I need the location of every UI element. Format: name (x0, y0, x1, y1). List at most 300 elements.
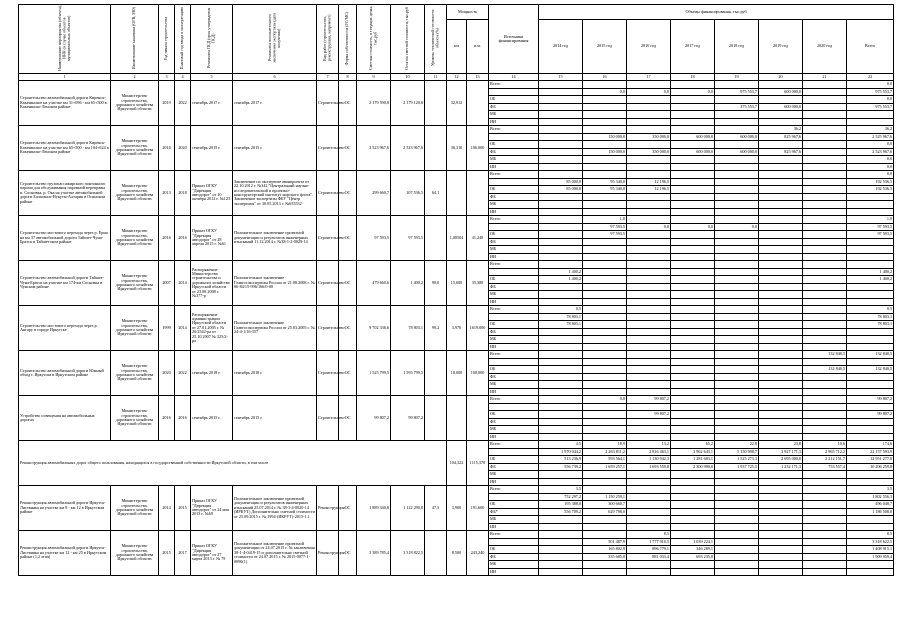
column-number-cell: 21 (803, 74, 847, 81)
funding-source-cell: ИИ (489, 118, 539, 126)
funding-value-cell: 99 807,2 (627, 396, 671, 404)
funding-value-cell: 22,8 (715, 441, 759, 449)
column-number-cell: 14 (489, 74, 539, 81)
funding-value-cell (583, 418, 627, 426)
funding-value-cell: 99 807,2 (847, 396, 894, 404)
object-expertise-cell: Положительное заключение Главгосэкспертизы России от 25.03.2005 г. № 24-4-1/16-357 (233, 306, 317, 351)
funding-value-cell (715, 508, 759, 516)
header-2017: 2017 год (671, 20, 715, 74)
funding-value-cell: 85 000,0 (539, 186, 583, 194)
funding-value-cell (583, 523, 627, 531)
funding-value-cell (847, 201, 894, 209)
funding-value-cell (671, 186, 715, 194)
funding-value-cell (715, 381, 759, 389)
funding-value-cell (847, 471, 894, 479)
funding-value-cell (539, 336, 583, 344)
funding-value-cell (671, 433, 715, 441)
funding-value-cell (847, 111, 894, 119)
object-km-cell: 15,600 (447, 261, 467, 306)
funding-value-cell (715, 216, 759, 224)
funding-value-cell (671, 486, 715, 494)
object-customer-cell: Министерство строительства, дорожного хозяйства Иркутской области (111, 531, 159, 576)
funding-value-cell (803, 223, 847, 231)
funding-value-cell (583, 208, 627, 216)
object-psd-cell: Распоряжение администрации Иркутской области от 27.01.2005 г. № 20/2542-ра от 25.10.2007 № 325/2-ра (191, 306, 233, 351)
funding-value-cell (759, 313, 803, 321)
funding-value-cell (583, 478, 627, 486)
funding-value-cell: 99 807,2 (847, 411, 894, 419)
funding-value-cell (627, 238, 671, 246)
funding-source-cell: Всего (489, 441, 539, 449)
column-number-cell: 7 (317, 74, 339, 81)
funding-value-cell (583, 426, 627, 434)
funding-value-cell (671, 418, 715, 426)
funding-source-cell: МБ (489, 156, 539, 164)
object-cost-cell: 479 660,6 (357, 261, 391, 306)
funding-source-cell: МБ (489, 516, 539, 524)
funding-value-cell: 0,0 (847, 81, 894, 89)
object-customer-cell: Министерство строительства, дорожного хозяйства Иркутской области (111, 351, 159, 396)
funding-value-cell (847, 388, 894, 396)
object-remaining-cell: 1 400,2 (391, 261, 425, 306)
object-readiness-cell: 64,1 (425, 171, 447, 216)
funding-value-cell (539, 433, 583, 441)
funding-value-cell (671, 321, 715, 329)
funding-value-cell (583, 261, 627, 269)
funding-source-cell: ФБ (489, 283, 539, 291)
object-ownership-cell: ОС (339, 216, 357, 261)
funding-value-cell (539, 216, 583, 224)
column-number-row (19, 74, 894, 81)
funding-value-cell (715, 568, 759, 576)
funding-value-cell (539, 163, 583, 171)
object-work-type-cell: Строительство (317, 216, 339, 261)
funding-value-cell (671, 568, 715, 576)
funding-value-cell: 97 593,5 (847, 223, 894, 231)
funding-source-cell: ИИ (489, 478, 539, 486)
funding-value-cell (671, 231, 715, 239)
funding-value-cell (759, 426, 803, 434)
funding-value-cell (715, 261, 759, 269)
object-cost-cell: 97 593,5 (357, 216, 391, 261)
funding-value-cell (715, 328, 759, 336)
funding-value-cell: 2 523 967,6 (847, 148, 894, 156)
summary-pm-cell: 1115,370 (467, 441, 489, 486)
funding-value-cell (539, 133, 583, 141)
funding-value-cell (583, 411, 627, 419)
funding-value-cell: 496 048,7 (847, 501, 894, 509)
funding-source-cell: ИИ (489, 388, 539, 396)
funding-value-cell (583, 351, 627, 359)
funding-value-cell: 752 297,2 (539, 493, 583, 501)
funding-value-cell (627, 216, 671, 224)
funding-value-cell (671, 373, 715, 381)
funding-value-cell (671, 396, 715, 404)
funding-value-cell (627, 366, 671, 374)
object-end-year-cell: 2022 (175, 351, 191, 396)
funding-value-cell (715, 358, 759, 366)
funding-value-cell (627, 328, 671, 336)
funding-value-cell (539, 156, 583, 164)
funding-value-cell (539, 531, 583, 539)
funding-value-cell: 1 130 942,3 (627, 456, 671, 464)
funding-value-cell: 97 593,5 (847, 231, 894, 239)
funding-value-cell: 195 388,0 (539, 501, 583, 509)
column-number-cell: 17 (627, 74, 671, 81)
funding-value-cell (671, 156, 715, 164)
object-name-cell: Строительство автомобильной дороги Киренск-Казачинское на участке км 65+500 - км 104+624 в Казачинско-Ленском районе (19, 126, 111, 171)
funding-value-cell (671, 193, 715, 201)
funding-value-cell (803, 238, 847, 246)
funding-value-cell (803, 81, 847, 89)
object-name-cell: Строительство автомобильной дороги Киренск-Казачинское на участке км 31+096 - км 65+500 в Казачинско-Ленском районе (19, 81, 111, 126)
funding-value-cell (759, 261, 803, 269)
funding-value-cell (715, 201, 759, 209)
object-work-type-cell: Строительство (317, 171, 339, 216)
funding-value-cell (539, 283, 583, 291)
header-name: Наименование мероприятия (объекта), ИНН (в случае объектов муниципальных объектов) (19, 5, 111, 74)
funding-value-cell (759, 351, 803, 359)
column-number-cell: 3 (159, 74, 175, 81)
funding-value-cell (539, 478, 583, 486)
funding-source-cell: МБ (489, 336, 539, 344)
object-name-cell: Строительство автомобильной дороги Южный обход г. Иркутска в Иркутском районе (19, 351, 111, 396)
funding-value-cell (715, 238, 759, 246)
object-work-type-cell: Строительство (317, 396, 339, 441)
funding-value-cell: 1 232 171,3 (759, 463, 803, 471)
funding-value-cell (539, 111, 583, 119)
budget-table-sheet (18, 4, 893, 576)
funding-value-cell (583, 96, 627, 104)
funding-value-cell (759, 403, 803, 411)
funding-value-cell (671, 261, 715, 269)
funding-source-cell (489, 133, 539, 141)
funding-value-cell (759, 546, 803, 554)
funding-value-cell: 3,5 (847, 486, 894, 494)
funding-value-cell (583, 291, 627, 299)
funding-value-cell (715, 81, 759, 89)
funding-value-cell (759, 321, 803, 329)
funding-value-cell (539, 516, 583, 524)
funding-value-cell (539, 396, 583, 404)
funding-value-cell (671, 343, 715, 351)
funding-value-cell (583, 366, 627, 374)
funding-value-cell (627, 246, 671, 254)
object-end-year-cell: 2015 (175, 486, 191, 531)
funding-value-cell (759, 231, 803, 239)
funding-value-cell (583, 433, 627, 441)
header-capacity: Мощность (447, 5, 489, 20)
object-remaining-cell: 2 523 967,6 (391, 126, 425, 171)
funding-value-cell (627, 193, 671, 201)
funding-value-cell (539, 103, 583, 111)
column-number-cell: 16 (583, 74, 627, 81)
funding-value-cell (671, 216, 715, 224)
funding-value-cell (803, 178, 847, 186)
funding-value-cell (627, 231, 671, 239)
funding-value-cell (671, 471, 715, 479)
object-cost-cell: 299 660,7 (357, 171, 391, 216)
column-number-cell: 10 (391, 74, 425, 81)
object-km-cell: 1,00504 (447, 216, 467, 261)
funding-value-cell: 12 196,5 (627, 178, 671, 186)
column-number-cell: 12 (447, 74, 467, 81)
funding-value-cell (671, 291, 715, 299)
object-cost-cell: 2 523 967,6 (357, 126, 391, 171)
object-km-cell (447, 396, 467, 441)
funding-value-cell: 1 400,2 (847, 276, 894, 284)
funding-value-cell (583, 111, 627, 119)
funding-value-cell (715, 141, 759, 149)
object-km-cell: 10,000 (447, 351, 467, 396)
funding-value-cell (539, 426, 583, 434)
funding-value-cell (803, 246, 847, 254)
funding-value-cell (583, 321, 627, 329)
funding-value-cell (583, 531, 627, 539)
funding-source-cell: ФБ (489, 418, 539, 426)
funding-value-cell (627, 298, 671, 306)
funding-source-cell: МБ (489, 291, 539, 299)
object-end-year-cell: 2022 (175, 81, 191, 126)
funding-source-cell (489, 178, 539, 186)
funding-value-cell (715, 336, 759, 344)
column-number-cell: 18 (671, 74, 715, 81)
funding-source-cell: ОБ (489, 141, 539, 149)
funding-row (19, 261, 894, 269)
object-customer-cell: Министерство строительства, дорожного хозяйства Иркутской области (111, 261, 159, 306)
funding-value-cell (671, 426, 715, 434)
funding-value-cell (671, 111, 715, 119)
funding-value-cell: 600 000,0 (671, 148, 715, 156)
funding-value-cell (539, 208, 583, 216)
funding-value-cell (583, 358, 627, 366)
funding-value-cell (803, 508, 847, 516)
funding-value-cell: 0,0 (627, 88, 671, 96)
object-name-cell: Реконструкция автомобильной дороги Иркутск-Листвянка на участке км 8 - км 12 в Иркутском районе (19, 486, 111, 531)
funding-value-cell: 1 186 508,0 (847, 508, 894, 516)
funding-value-cell (715, 396, 759, 404)
funding-value-cell (671, 561, 715, 569)
column-number-cell: 13 (467, 74, 489, 81)
object-psd-cell: сентябрь 2018 г. (191, 351, 233, 396)
funding-value-cell: 12 951 277,8 (847, 456, 894, 464)
funding-value-cell: 192 536,5 (847, 178, 894, 186)
header-work-type: Вид работ (строительство, реконструкция, капремонт) (317, 5, 339, 74)
funding-value-cell (583, 276, 627, 284)
funding-row (19, 126, 894, 134)
object-customer-cell: Министерство строительства, дорожного хозяйства Иркутской области (111, 306, 159, 351)
funding-value-cell (715, 171, 759, 179)
funding-value-cell (759, 253, 803, 261)
funding-row (19, 351, 894, 359)
object-start-year-cell: 2015 (159, 531, 175, 576)
object-remaining-cell: 1 595 799,5 (391, 351, 425, 396)
funding-source-cell: ИИ (489, 343, 539, 351)
funding-value-cell (847, 561, 894, 569)
object-ownership-cell: ОС (339, 396, 357, 441)
funding-value-cell: 1 802 556,3 (847, 493, 894, 501)
object-start-year-cell: 2016 (159, 396, 175, 441)
funding-value-cell (583, 141, 627, 149)
funding-value-cell (715, 246, 759, 254)
funding-value-cell: 18,9 (583, 441, 627, 449)
funding-value-cell (627, 118, 671, 126)
header-funding: Объемы финансирования, тыс.руб (539, 5, 894, 20)
funding-value-cell (759, 538, 803, 546)
funding-value-cell (583, 328, 627, 336)
funding-source-cell: ИИ (489, 208, 539, 216)
funding-value-cell: 150 000,0 (583, 148, 627, 156)
object-readiness-cell: 47,5 (425, 486, 447, 531)
funding-value-cell (715, 501, 759, 509)
funding-value-cell: 1 937 725,5 (715, 463, 759, 471)
funding-value-cell (539, 201, 583, 209)
funding-value-cell: 36,2 (847, 126, 894, 134)
funding-value-cell (627, 336, 671, 344)
funding-value-cell (627, 156, 671, 164)
funding-value-cell (803, 433, 847, 441)
funding-value-cell (627, 171, 671, 179)
funding-value-cell (715, 208, 759, 216)
funding-value-cell (759, 81, 803, 89)
funding-source-cell: ОБ (489, 456, 539, 464)
object-remaining-cell: 107 536,5 (391, 171, 425, 216)
funding-source-cell (489, 88, 539, 96)
funding-source-cell: ОБ (489, 411, 539, 419)
funding-source-cell: Всего (489, 81, 539, 89)
header-psd: Реквизиты ПСД (срок утверждения ПСД) (191, 5, 233, 74)
funding-value-cell: 600 000,0 (715, 133, 759, 141)
funding-value-cell (583, 373, 627, 381)
funding-value-cell (671, 493, 715, 501)
object-customer-cell: Министерство строительства, дорожного хозяйства Иркутской области (111, 171, 159, 216)
funding-value-cell: 693 235,0 (671, 553, 715, 561)
funding-value-cell (803, 538, 847, 546)
object-cost-cell: 1 889 340,8 (357, 486, 391, 531)
header-ownership: Форма собственности (ГС/МС) (339, 5, 357, 74)
funding-source-cell: ОБ (489, 546, 539, 554)
funding-value-cell (759, 523, 803, 531)
funding-value-cell (759, 216, 803, 224)
funding-value-cell (759, 201, 803, 209)
funding-value-cell (671, 201, 715, 209)
funding-value-cell (803, 261, 847, 269)
funding-value-cell (539, 373, 583, 381)
funding-value-cell: 132 840,5 (847, 366, 894, 374)
object-readiness-cell (425, 216, 447, 261)
funding-source-cell: МБ (489, 471, 539, 479)
funding-value-cell: 1 525 273,3 (715, 456, 759, 464)
object-work-type-cell: Строительство (317, 126, 339, 171)
funding-value-cell: 10 206 259,8 (847, 463, 894, 471)
funding-value-cell (627, 103, 671, 111)
funding-value-cell: 350 000,0 (627, 148, 671, 156)
object-customer-cell: Министерство строительства, дорожного хозяйства Иркутской области (111, 396, 159, 441)
funding-value-cell: 2 525 967,6 (847, 133, 894, 141)
funding-value-cell (803, 148, 847, 156)
funding-value-cell (627, 313, 671, 321)
object-ownership-cell: ОС (339, 81, 357, 126)
funding-value-cell (583, 193, 627, 201)
funding-value-cell: 975 553,7 (715, 88, 759, 96)
object-psd-cell: Распоряжение Министерства строительства и дорожного хозяйства Иркутской области от 23.08.2008 г. №377-р (191, 261, 233, 306)
funding-value-cell (715, 178, 759, 186)
header-est-cost: Сметная стоимость, в текущих ценах, тыс.руб (357, 5, 391, 74)
funding-value-cell: 132 840,5 (847, 351, 894, 359)
funding-value-cell (715, 546, 759, 554)
funding-value-cell (715, 373, 759, 381)
funding-source-cell: ФБ (489, 328, 539, 336)
funding-value-cell: 0,5 (847, 306, 894, 314)
funding-value-cell (715, 313, 759, 321)
funding-value-cell (715, 193, 759, 201)
funding-value-cell: 2 212 151,7 (803, 456, 847, 464)
funding-value-cell (803, 411, 847, 419)
object-start-year-cell: 2016 (159, 216, 175, 261)
funding-value-cell (803, 486, 847, 494)
object-expertise-cell: Заключение по экспертизе аванпроекта от 22.10.2012 г. №342 "Центральный научно-исследовательский и проектно-конструкторский институт морского флота". Заключение экспертизы ФБУ "Центр экспертизы" от 30.05.2013 г. №655532 (233, 171, 317, 216)
funding-value-cell (759, 96, 803, 104)
funding-value-cell: 1 400,2 (539, 268, 583, 276)
object-psd-cell: Приказ ОГКУ "Дирекция автодорог" от 24 мая 2013 г. №69 (191, 486, 233, 531)
object-work-type-cell: Реконструкция (317, 486, 339, 531)
object-start-year-cell: 2014 (159, 486, 175, 531)
funding-value-cell (539, 261, 583, 269)
funding-row (19, 396, 894, 404)
funding-value-cell (671, 523, 715, 531)
funding-value-cell (627, 523, 671, 531)
funding-value-cell: 2 816 463,1 (627, 448, 671, 456)
funding-value-cell (627, 381, 671, 389)
funding-value-cell (847, 403, 894, 411)
funding-value-cell (847, 246, 894, 254)
funding-value-cell (671, 118, 715, 126)
funding-value-cell: 95 340,0 (583, 186, 627, 194)
funding-value-cell: 1 970 044,2 (539, 448, 583, 456)
funding-source-cell (489, 313, 539, 321)
object-remaining-cell: 1 122 290,8 (391, 486, 425, 531)
funding-value-cell (671, 246, 715, 254)
funding-value-cell: 881 033,4 (627, 553, 671, 561)
funding-value-cell: 350 000,0 (627, 133, 671, 141)
header-row-1 (19, 5, 894, 20)
object-customer-cell: Министерство строительства, дорожного хозяйства Иркутской области (111, 81, 159, 126)
funding-value-cell: 4,5 (539, 441, 583, 449)
summary-name-cell: Реконструкция автомобильных дорог общего пользования, находящихся в государственной собственности Иркутской области, в том числе (19, 441, 447, 486)
funding-value-cell: 1 039 224,1 (671, 538, 715, 546)
funding-value-cell (671, 141, 715, 149)
funding-value-cell: 600 000,0 (759, 103, 803, 111)
funding-value-cell (759, 193, 803, 201)
funding-value-cell: 300 660,7 (583, 501, 627, 509)
funding-value-cell (803, 531, 847, 539)
funding-value-cell (627, 81, 671, 89)
funding-value-cell (627, 418, 671, 426)
funding-value-cell (759, 291, 803, 299)
funding-value-cell: 825 967,6 (759, 148, 803, 156)
funding-value-cell: 600 000,0 (715, 148, 759, 156)
summary-km-cell: 104,322 (447, 441, 467, 486)
funding-value-cell (627, 291, 671, 299)
funding-value-cell (715, 268, 759, 276)
funding-value-cell (539, 298, 583, 306)
object-expertise-cell: сентябрь 2015 г. (233, 126, 317, 171)
funding-value-cell (803, 306, 847, 314)
funding-value-cell (803, 426, 847, 434)
funding-value-cell (627, 358, 671, 366)
funding-value-cell (671, 381, 715, 389)
funding-value-cell: 2 263 811,2 (583, 448, 627, 456)
